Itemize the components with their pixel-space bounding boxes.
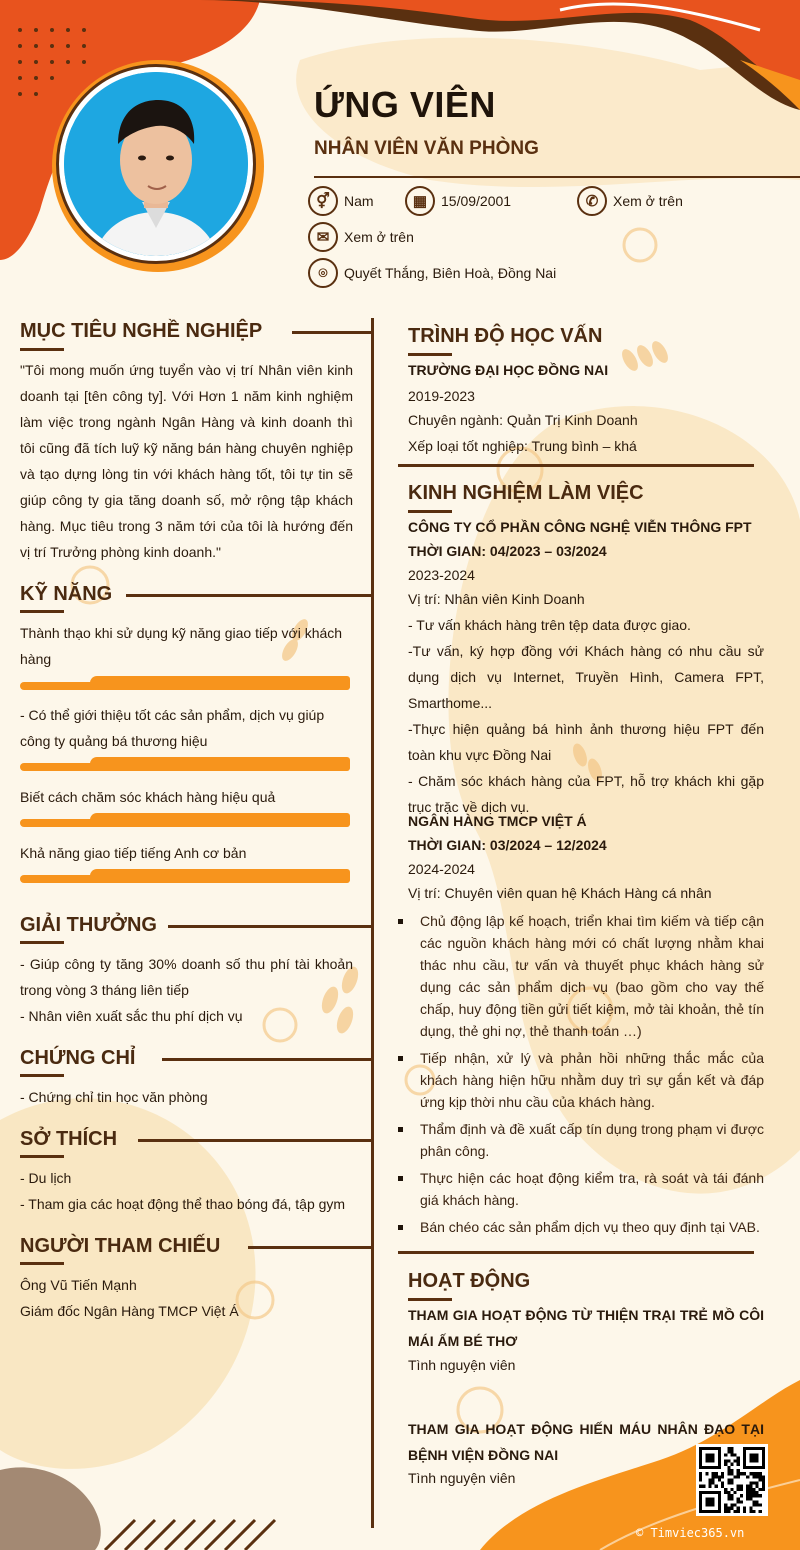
job-company: CÔNG TY CỔ PHẦN CÔNG NGHỆ VIỄN THÔNG FPT: [408, 519, 752, 535]
objective-text: "Tôi mong muốn ứng tuyển vào vị trí Nhân viên kinh doanh tại [tên công ty]. Với Hơn 1 năm kinh nghiệm làm việc trong ngành Ngân Hàng và kinh doanh thì tôi cũng đã tích luỹ kỹ năng bán hàng chuyên nghiệp và tạo dựng lòng tin với khách hàng tốt, tôi tự tin sẽ giúp công ty gia tăng doanh số, mở rộng tập khách hàng. Mục tiêu trong 3 năm tới của tôi là hướng đến vị trí Trưởng phòng kinh doanh.": [20, 362, 353, 560]
job-company: NGÂN HÀNG TMCP VIỆT Á: [408, 813, 587, 829]
reference-name: Ông Vũ Tiến Mạnh: [20, 1277, 137, 1293]
education-grade: Xếp loại tốt nghiệp: Trung bình – khá: [408, 438, 637, 454]
skill-level-bar: [20, 676, 350, 690]
job-role: Vị trí: Chuyên viên quan hệ Khách Hàng cá nhân: [408, 885, 712, 901]
activity-role: Tình nguyện viên: [408, 1357, 516, 1373]
activity-name: THAM GIA HOẠT ĐỘNG HIẾN MÁU NHÂN ĐẠO TẠI BỆNH VIỆN ĐỒNG NAI: [408, 1421, 764, 1463]
candidate-name: ỨNG VIÊN: [314, 84, 496, 125]
gender-info: [308, 186, 374, 216]
phone-value: Xem ở trên: [613, 193, 683, 209]
activity-name: THAM GIA HOẠT ĐỘNG TỪ THIỆN TRẠI TRẺ MỒ CÔI MÁI ẤM BÉ THƠ: [408, 1307, 764, 1349]
education-major: Chuyên ngành: Quản Trị Kinh Doanh: [408, 412, 638, 428]
skills-rule: [126, 594, 372, 597]
activities-underline: [408, 1298, 452, 1301]
objective-underline: [20, 348, 64, 351]
list-item: Thẩm định và đề xuất cấp tín dụng trong phạm vi được phân công.: [390, 1118, 764, 1162]
skill-item: Thành thạo khi sử dụng kỹ năng giao tiếp với khách hàng: [20, 625, 343, 667]
phone-icon: ✆: [577, 186, 607, 216]
education-title: TRÌNH ĐỘ HỌC VẤN: [408, 325, 603, 347]
skills-underline: [20, 610, 64, 613]
skill-bar-fill: [90, 869, 350, 883]
gender-value: Nam: [344, 193, 374, 209]
birthday-info: [405, 186, 511, 216]
job-title: NHÂN VIÊN VĂN PHÒNG: [314, 138, 539, 159]
job-duty: - Tư vấn khách hàng trên tệp data được giao.: [408, 617, 691, 633]
job-time: THỜI GIAN: 04/2023 – 03/2024: [408, 543, 607, 559]
skill-level-bar: [20, 813, 350, 827]
job-vietabank: [408, 808, 764, 906]
location-pin-icon: ⌾: [308, 258, 338, 288]
skill-item: Biết cách chăm sóc khách hàng hiệu quả: [20, 789, 276, 805]
experience-underline: [408, 510, 452, 513]
calendar-icon: ▦: [405, 186, 435, 216]
gender-icon: ⚥: [308, 186, 338, 216]
awards-title: GIẢI THƯỞNG: [20, 914, 157, 936]
reference-role: Giám đốc Ngân Hàng TMCP Việt Á: [20, 1303, 239, 1319]
activities-title: HOẠT ĐỘNG: [408, 1270, 531, 1292]
objective-title: MỤC TIÊU NGHỀ NGHIỆP: [20, 320, 263, 342]
address-info: [308, 258, 556, 288]
job-duties-list: [390, 910, 764, 1243]
hobbies-title: SỞ THÍCH: [20, 1128, 118, 1150]
certificates-underline: [20, 1074, 64, 1077]
list-item: Thực hiện các hoạt động kiểm tra, rà soát và tái đánh giá khách hàng.: [390, 1167, 764, 1211]
skill-bar-fill: [90, 757, 350, 771]
address-value: Quyết Thắng, Biên Hoà, Đồng Nai: [344, 265, 557, 281]
job-time: THỜI GIAN: 03/2024 – 12/2024: [408, 837, 607, 853]
list-item: Bán chéo các sản phẩm dịch vụ theo quy định tại VAB.: [390, 1216, 764, 1238]
email-value: Xem ở trên: [344, 229, 414, 245]
education-underline: [408, 353, 452, 356]
references-rule: [248, 1246, 372, 1249]
references-underline: [20, 1262, 64, 1265]
email-icon: ✉: [308, 222, 338, 252]
activity-role: Tình nguyện viên: [408, 1470, 516, 1486]
job-years: 2024-2024: [408, 861, 475, 877]
awards-rule: [168, 925, 372, 928]
experience-divider: [398, 1251, 754, 1254]
list-item: Chủ động lập kế hoạch, triển khai tìm kiếm và tiếp cận các nguồn khách hàng mới có chất lượng nhằm khai thác nhu cầu, tư vấn và thuyết phục khách hàng sử dụng các sản phẩm dịch vụ (bao gồm cho vay thế chấp, huy động tiền gửi tiết kiệm, mở tài khoản, thẻ tín dụng, thẻ ghi nợ, thẻ thanh toán …): [390, 910, 764, 1042]
experience-title: KINH NGHIỆM LÀM VIỆC: [408, 482, 644, 504]
job-duty: -Tư vấn, ký hợp đồng với Khách hàng có nhu cầu sử dụng dịch vụ Internet, Truyền Hình, Camera FPT, Smarthome...: [408, 643, 764, 711]
job-duty: -Thực hiện quảng bá hình ảnh thương hiệu FPT đến toàn khu vực Đồng Nai: [408, 721, 764, 763]
birthday-value: 15/09/2001: [441, 193, 512, 209]
hobby-item: - Du lịch: [20, 1170, 72, 1186]
certificates-title: CHỨNG CHỈ: [20, 1047, 136, 1069]
email-info: [308, 222, 414, 252]
skill-item: - Có thể giới thiệu tốt các sản phẩm, dịch vụ giúp công ty quảng bá thương hiệu: [20, 707, 325, 749]
awards-underline: [20, 941, 64, 944]
avatar: [52, 60, 264, 272]
school-name: TRƯỜNG ĐẠI HỌC ĐỒNG NAI: [408, 362, 609, 378]
hobbies-underline: [20, 1155, 64, 1158]
education-divider: [398, 464, 754, 467]
skill-bar-fill: [90, 813, 350, 827]
award-item: - Nhân viên xuất sắc thu phí dịch vụ: [20, 1008, 243, 1024]
certificate-item: - Chứng chỉ tin học văn phòng: [20, 1089, 208, 1105]
phone-info: [577, 186, 683, 216]
list-item: Tiếp nhận, xử lý và phản hồi những thắc mắc của khách hàng hiện hữu nhằm duy trì sự gắn kết và đáp ứng kịp thời nhu cầu của khách hàng.: [390, 1047, 764, 1113]
avatar-photo: [64, 72, 248, 256]
references-title: NGƯỜI THAM CHIẾU: [20, 1235, 221, 1257]
job-role: Vị trí: Nhân viên Kinh Doanh: [408, 591, 585, 607]
skill-level-bar: [20, 757, 350, 771]
skill-item: Khả năng giao tiếp tiếng Anh cơ bản: [20, 845, 247, 861]
job-years: 2023-2024: [408, 567, 475, 583]
copyright-text: © Timviec365.vn: [636, 1526, 745, 1540]
objective-rule: [292, 331, 372, 334]
column-divider: [371, 318, 374, 1528]
qr-code: [696, 1444, 768, 1516]
certificates-rule: [162, 1058, 372, 1061]
education-years: 2019-2023: [408, 388, 475, 404]
job-duty: - Chăm sóc khách hàng của FPT, hỗ trợ khách khi gặp trục trặc về dịch vụ.: [408, 773, 764, 815]
header-divider: [314, 176, 800, 178]
skill-level-bar: [20, 869, 350, 883]
award-item: - Giúp công ty tăng 30% doanh số thu phí tài khoản trong vòng 3 tháng liên tiếp: [20, 956, 353, 998]
skill-bar-fill: [90, 676, 350, 690]
hobby-item: - Tham gia các hoạt động thể thao bóng đá, tập gym: [20, 1196, 346, 1212]
skills-title: KỸ NĂNG: [20, 583, 113, 605]
job-fpt: [408, 514, 764, 820]
hobbies-rule: [138, 1139, 372, 1142]
